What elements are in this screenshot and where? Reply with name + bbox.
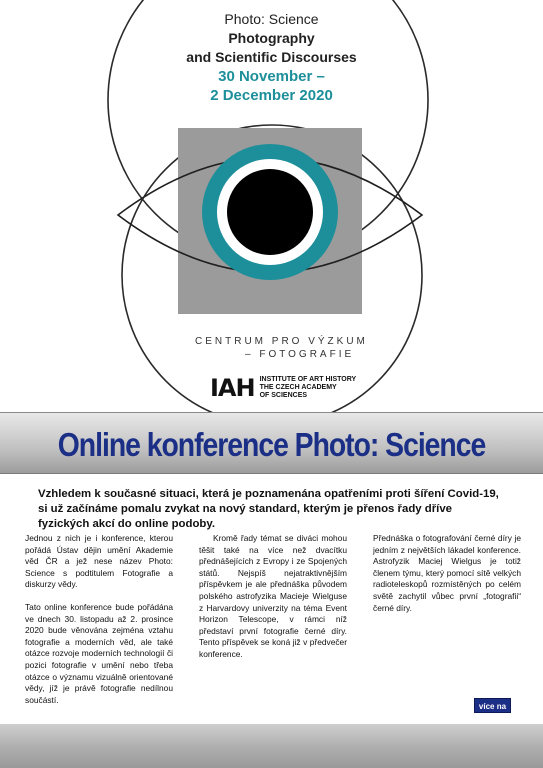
centrum-label-line2: – FOTOGRAFIE bbox=[245, 349, 355, 360]
poster-pupil bbox=[227, 169, 313, 255]
poster-title-line2: Photography bbox=[228, 30, 315, 46]
iah-logo-block bbox=[210, 373, 356, 403]
column3-paragraph1: Přednáška o fotografování černé díry je jedním z největších lákadel konference. Astrofyzik Maciej Wielgus je totiž členem týmu, který pomocí sítě velkých radioteleskopů rozmístěných po celém světě zachytil vůbec první „fotografii“ černé díry. bbox=[373, 533, 521, 613]
column1-paragraph1: Jednou z nich je i konference, kterou pořádá Ústav dějin umění Akademie věd ČR a jež nese název Photo: Science s podtitulem Fotografie a diskurzy vědy. bbox=[25, 533, 173, 590]
more-info-button[interactable]: více na bbox=[474, 698, 511, 713]
poster-title-line3: and Scientific Discourses bbox=[186, 49, 357, 65]
iah-logo: IAH bbox=[210, 374, 255, 402]
poster-date-line1: 30 November – bbox=[218, 68, 325, 85]
iah-name-line2: THE CZECH ACADEMY bbox=[259, 384, 337, 391]
iah-name bbox=[260, 376, 357, 400]
article-columns bbox=[25, 533, 521, 717]
iah-name-line1: INSTITUTE OF ART HISTORY bbox=[259, 376, 357, 383]
poster-title-block bbox=[130, 10, 413, 105]
poster-title-line1: Photo: Science bbox=[224, 11, 319, 27]
article-column-2 bbox=[199, 533, 347, 717]
poster-date-line2: 2 December 2020 bbox=[210, 87, 333, 104]
column1-paragraph2: Tato online konference bude pořádána ve dnech 30. listopadu až 2. prosince 2020 bude věnována zejména vztahu fotografie a moderních věd, ale také otázce rozvoje moderních technologií či pozici fotografie v umění nebo třeba otázce o významu vizuálně orientované vědy, jíž je právě fotografie nedílnou součástí. bbox=[25, 601, 173, 705]
title-banner bbox=[0, 412, 543, 474]
page-title: Online konference Photo: Science bbox=[57, 426, 486, 463]
article-column-1 bbox=[25, 533, 173, 717]
article-column-3 bbox=[373, 533, 521, 717]
centrum-label-line1: CENTRUM PRO VÝZKUM bbox=[195, 336, 368, 347]
article-lead: Vzhledem k současné situaci, která je poznamenána opatřeními proti šíření Covid-19, si už začínáme pomalu zvykat na nový standard, kterým je přenos řady dříve fyzických akcí do online podoby. bbox=[38, 488, 499, 530]
footer-bar bbox=[0, 724, 543, 768]
column2-paragraph1: Kromě řady témat se diváci mohou těšit také na více než dvacítku přednášejících z Evropy i ze Spojených států. Nejspíš nejatraktivnějším příspěvkem je ale přednáška původem polského astrofyzika Macieje Wielguse z Harvardovy univerzity na téma Event Horizon Telescope, v rámci níž představí první fotografie černé díry. Tento příspěvek se koná již v předvečer konference. bbox=[199, 533, 347, 659]
iah-name-line3: OF SCIENCES bbox=[259, 392, 308, 399]
